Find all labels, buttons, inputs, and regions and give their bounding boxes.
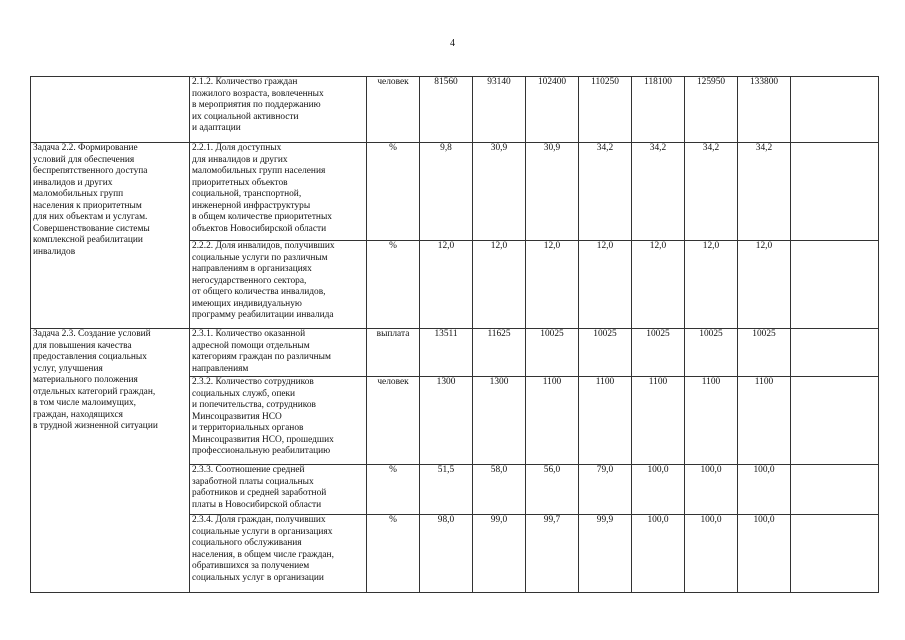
- indicator-text-line: инженерной инфраструктуры: [192, 200, 311, 211]
- indicator-cell: [190, 515, 367, 593]
- indicator-text-line: имеющих индивидуальную: [192, 298, 302, 309]
- indicator-text-line: негосударственного сектора,: [192, 275, 307, 286]
- indicator-text-line: социальных услуг в организации: [192, 572, 324, 583]
- value-cell: 1100: [738, 377, 791, 465]
- task-text-line: комплексной реабилитации: [33, 235, 143, 245]
- task-text-line: маломобильных групп: [33, 189, 124, 199]
- task-text-line: в том числе малоимущих,: [33, 398, 136, 408]
- value-cell: 100,0: [632, 465, 685, 515]
- value-cell: 10025: [685, 329, 738, 377]
- value-cell: 51,5: [420, 465, 473, 515]
- value-cell: 12,0: [632, 241, 685, 329]
- indicator-cell: [190, 77, 367, 143]
- indicators-table: [30, 76, 879, 593]
- indicator-text-line: и попечительства, сотрудников: [192, 400, 316, 410]
- indicator-text-line: в мероприятия по поддержанию: [192, 100, 321, 110]
- value-cell: 99,9: [579, 515, 632, 593]
- value-cell: 9,8: [420, 143, 473, 241]
- indicator-cell: [190, 465, 367, 515]
- value-cell: 30,9: [526, 143, 579, 241]
- unit-cell: человек: [367, 77, 420, 143]
- indicator-cell: [190, 329, 367, 377]
- task-text-line: беспрепятственного доступа: [33, 166, 148, 176]
- task-cell: [31, 77, 190, 143]
- table-row: [31, 329, 879, 377]
- value-cell: 12,0: [420, 241, 473, 329]
- unit-cell: %: [367, 143, 420, 241]
- indicator-text-line: профессиональную реабилитацию: [192, 446, 331, 456]
- indicator-text-line: 2.1.2. Количество граждан: [192, 77, 298, 87]
- value-cell: 100,0: [738, 465, 791, 515]
- unit-cell: %: [367, 515, 420, 593]
- value-cell: 125950: [685, 77, 738, 143]
- task-cell: [31, 329, 190, 593]
- indicator-text-line: в общем количестве приоритетных: [192, 212, 332, 222]
- indicator-text-line: объектов Новосибирской области: [192, 223, 327, 234]
- value-cell: 12,0: [526, 241, 579, 329]
- task-text-line: в трудной жизненной ситуации: [33, 421, 158, 431]
- value-cell: 1100: [685, 377, 738, 465]
- indicator-text-line: программу реабилитации инвалида: [192, 310, 334, 320]
- value-cell: 79,0: [579, 465, 632, 515]
- value-cell: 12,0: [685, 241, 738, 329]
- task-text-line: инвалидов: [33, 246, 76, 257]
- task-text-line: для повышения качества: [33, 340, 132, 351]
- value-cell: 12,0: [473, 241, 526, 329]
- indicator-text-line: приоритетных объектов: [192, 177, 288, 188]
- indicator-text-line: социальные услуги по различным: [192, 252, 328, 263]
- task-text-line: условий для обеспечения: [33, 154, 135, 165]
- indicator-text-line: социальные услуги в организациях: [192, 526, 333, 537]
- indicator-text-line: направлениям: [192, 363, 249, 374]
- table-body: [31, 77, 879, 593]
- value-cell: 34,2: [632, 143, 685, 241]
- value-cell: 133800: [738, 77, 791, 143]
- empty-cell: [791, 465, 879, 515]
- value-cell: 12,0: [738, 241, 791, 329]
- value-cell: 34,2: [579, 143, 632, 241]
- task-text-line: граждан, находящихся: [33, 409, 123, 420]
- task-text-line: отдельных категорий граждан,: [33, 386, 156, 397]
- indicator-cell: [190, 241, 367, 329]
- value-cell: 99,0: [473, 515, 526, 593]
- value-cell: 100,0: [632, 515, 685, 593]
- value-cell: 100,0: [685, 465, 738, 515]
- indicator-text-line: 2.2.1. Доля доступных: [192, 143, 282, 153]
- empty-cell: [791, 77, 879, 143]
- indicator-text-line: 2.3.2. Количество сотрудников: [192, 377, 314, 387]
- empty-cell: [791, 377, 879, 465]
- indicator-text-line: платы в Новосибирской области: [192, 499, 322, 510]
- value-cell: 10025: [526, 329, 579, 377]
- indicator-cell: [190, 377, 367, 465]
- page-number: 4: [450, 38, 455, 49]
- empty-cell: [791, 329, 879, 377]
- value-cell: 93140: [473, 77, 526, 143]
- indicator-text-line: Минсоцразвития НСО, прошедших: [192, 434, 334, 445]
- value-cell: 1100: [632, 377, 685, 465]
- indicator-text-line: социального обслуживания: [192, 538, 302, 548]
- value-cell: 1100: [526, 377, 579, 465]
- unit-cell: %: [367, 465, 420, 515]
- indicator-text-line: населения, в общем числе граждан,: [192, 549, 334, 560]
- value-cell: 118100: [632, 77, 685, 143]
- task-cell: [31, 143, 190, 329]
- value-cell: 10025: [738, 329, 791, 377]
- indicator-text-line: социальной, транспортной,: [192, 189, 302, 199]
- value-cell: 99,7: [526, 515, 579, 593]
- empty-cell: [791, 241, 879, 329]
- task-text-line: услуг, улучшения: [33, 363, 103, 374]
- indicator-text-line: заработной платы социальных: [192, 476, 314, 487]
- value-cell: 10025: [579, 329, 632, 377]
- value-cell: 34,2: [685, 143, 738, 241]
- value-cell: 11625: [473, 329, 526, 377]
- indicator-cell: [190, 143, 367, 241]
- unit-cell: выплата: [367, 329, 420, 377]
- task-text-line: Задача 2.3. Создание условий: [33, 329, 151, 339]
- value-cell: 98,0: [420, 515, 473, 593]
- value-cell: 100,0: [738, 515, 791, 593]
- indicator-text-line: 2.3.1. Количество оказанной: [192, 329, 306, 339]
- indicator-text-line: и территориальных органов: [192, 423, 304, 433]
- value-cell: 58,0: [473, 465, 526, 515]
- value-cell: 110250: [579, 77, 632, 143]
- indicator-text-line: социальных служб, опеки: [192, 388, 296, 399]
- value-cell: 34,2: [738, 143, 791, 241]
- indicator-text-line: Минсоцразвития НСО: [192, 411, 282, 422]
- indicator-text-line: от общего количества инвалидов,: [192, 287, 326, 297]
- indicator-text-line: пожилого возраста, вовлеченных: [192, 88, 324, 99]
- indicator-text-line: маломобильных групп населения: [192, 166, 326, 176]
- indicator-text-line: их социальной активности: [192, 111, 299, 122]
- task-text-line: материального положения: [33, 375, 138, 385]
- value-cell: 100,0: [685, 515, 738, 593]
- empty-cell: [791, 143, 879, 241]
- indicator-text-line: направлениям в организациях: [192, 264, 312, 274]
- empty-cell: [791, 515, 879, 593]
- indicator-text-line: 2.3.3. Соотношение средней: [192, 465, 305, 475]
- indicator-text-line: 2.3.4. Доля граждан, получивших: [192, 515, 326, 525]
- value-cell: 1300: [473, 377, 526, 465]
- indicator-text-line: 2.2.2. Доля инвалидов, получивших: [192, 241, 335, 251]
- unit-cell: %: [367, 241, 420, 329]
- task-text-line: для них объектам и услугам.: [33, 212, 148, 222]
- indicator-text-line: адресной помощи отдельным: [192, 340, 310, 351]
- indicator-text-line: для инвалидов и других: [192, 154, 288, 165]
- task-text-line: инвалидов и других: [33, 177, 113, 188]
- task-text-line: Задача 2.2. Формирование: [33, 143, 138, 153]
- indicator-text-line: работников и средней заработной: [192, 488, 327, 498]
- indicator-text-line: обратившихся за получением: [192, 561, 310, 571]
- indicator-text-line: категориям граждан по различным: [192, 352, 331, 362]
- unit-cell: человек: [367, 377, 420, 465]
- indicator-text-line: и адаптации: [192, 123, 241, 133]
- value-cell: 30,9: [473, 143, 526, 241]
- table-row: [31, 77, 879, 143]
- value-cell: 81560: [420, 77, 473, 143]
- task-text-line: населения к приоритетным: [33, 200, 142, 211]
- value-cell: 1300: [420, 377, 473, 465]
- value-cell: 12,0: [579, 241, 632, 329]
- value-cell: 10025: [632, 329, 685, 377]
- value-cell: 102400: [526, 77, 579, 143]
- value-cell: 1100: [579, 377, 632, 465]
- value-cell: 13511: [420, 329, 473, 377]
- value-cell: 56,0: [526, 465, 579, 515]
- table-row: [31, 143, 879, 241]
- task-text-line: предоставления социальных: [33, 352, 147, 362]
- task-text-line: Совершенствование системы: [33, 223, 150, 234]
